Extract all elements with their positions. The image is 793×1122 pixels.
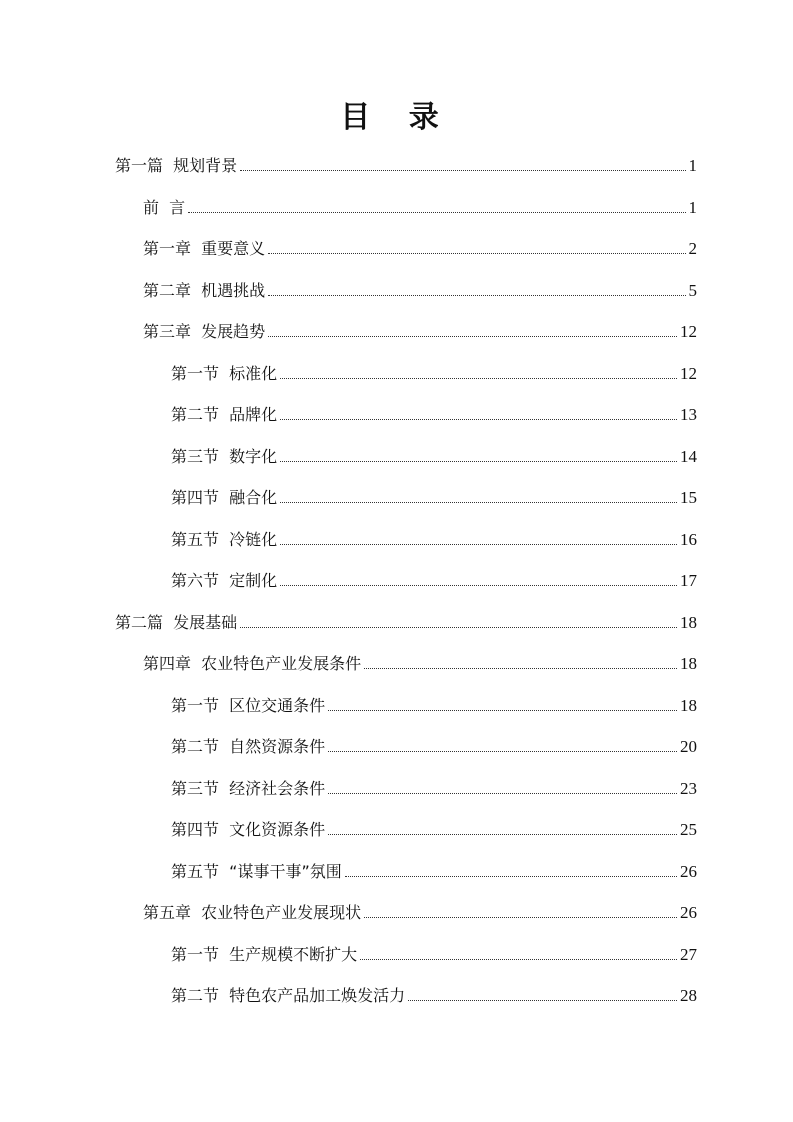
toc-entry-label: 第三节 经济社会条件 [171, 779, 326, 798]
toc-entry[interactable] [171, 778, 697, 800]
toc-entry-label: 第四节 融合化 [171, 488, 278, 507]
toc-entry-page: 18 [680, 654, 697, 673]
toc-entry-label: 第二节 特色农产品加工焕发活力 [171, 986, 406, 1005]
toc-entry-page: 20 [680, 737, 697, 756]
toc-leader-dots [280, 419, 677, 420]
toc-entry[interactable] [143, 280, 697, 302]
toc-entry-label: 第四节 文化资源条件 [171, 820, 326, 839]
toc-leader-dots [328, 834, 677, 835]
toc-leader-dots [280, 544, 677, 545]
toc-entry-page: 14 [680, 447, 697, 466]
toc-leader-dots [345, 876, 677, 877]
toc-leader-dots [268, 295, 685, 296]
toc-entry[interactable] [171, 944, 697, 966]
toc-entry-label: 第一节 标准化 [171, 364, 278, 383]
toc-entry-page: 18 [680, 696, 697, 715]
toc-entry-page: 5 [688, 281, 697, 300]
toc-entry-page: 23 [680, 779, 697, 798]
toc-entry-label: 第一节 生产规模不断扩大 [171, 945, 358, 964]
toc-entry-label: 第三节 数字化 [171, 447, 278, 466]
toc-entry[interactable] [171, 529, 697, 551]
toc-entry[interactable] [143, 197, 697, 219]
toc-entry-page: 12 [680, 322, 697, 341]
toc-entry-page: 17 [680, 571, 697, 590]
toc-entry[interactable] [171, 404, 697, 426]
toc-entry-page: 1 [688, 198, 697, 217]
toc-entry-label: 第二篇 发展基础 [115, 613, 238, 632]
toc-leader-dots [328, 751, 677, 752]
toc-leader-dots [328, 710, 677, 711]
toc-entry[interactable] [171, 695, 697, 717]
toc-leader-dots [280, 502, 677, 503]
toc-entry[interactable] [171, 570, 697, 592]
toc-leader-dots [408, 1000, 677, 1001]
toc-entry-label: 第五节 冷链化 [171, 530, 278, 549]
toc-leader-dots [268, 253, 685, 254]
toc-leader-dots [364, 668, 677, 669]
toc-leader-dots [280, 378, 677, 379]
toc-leader-dots [364, 917, 677, 918]
toc-entry-page: 2 [688, 239, 697, 258]
toc-entry[interactable] [115, 612, 697, 634]
toc-entry-label: 第一节 区位交通条件 [171, 696, 326, 715]
toc-entry-page: 18 [680, 613, 697, 632]
toc-entry-label: 第六节 定制化 [171, 571, 278, 590]
toc-entry-label: 第五章 农业特色产业发展现状 [143, 903, 362, 922]
toc-leader-dots [240, 170, 685, 171]
toc-entry[interactable] [171, 487, 697, 509]
toc-entry[interactable] [143, 653, 697, 675]
toc-entry-page: 16 [680, 530, 697, 549]
toc-entry-page: 1 [688, 156, 697, 175]
toc-entry-label: 第五节 “谋事干事”氛围 [171, 862, 342, 881]
toc-entry[interactable] [143, 902, 697, 924]
toc-leader-dots [240, 627, 677, 628]
toc-entry-label: 第一章 重要意义 [143, 239, 266, 258]
toc-entry-page: 28 [680, 986, 697, 1005]
toc-leader-dots [268, 336, 677, 337]
toc-entry-label: 第二节 自然资源条件 [171, 737, 326, 756]
toc-entry-page: 13 [680, 405, 697, 424]
toc-leader-dots [188, 212, 685, 213]
toc-entry-page: 26 [680, 903, 697, 922]
toc-title: 目 录 [340, 100, 453, 135]
toc-entry[interactable] [143, 321, 697, 343]
toc-leader-dots [280, 585, 677, 586]
toc-leader-dots [280, 461, 677, 462]
toc-entry-label: 第三章 发展趋势 [143, 322, 266, 341]
toc-entry-page: 15 [680, 488, 697, 507]
toc-entry-label: 第四章 农业特色产业发展条件 [143, 654, 362, 673]
toc-entry-page: 26 [680, 862, 697, 881]
toc-entry-page: 27 [680, 945, 697, 964]
toc-entry[interactable] [171, 819, 697, 841]
toc-entry[interactable] [171, 736, 697, 758]
toc-leader-dots [360, 959, 677, 960]
toc-entry[interactable] [171, 861, 697, 883]
toc-entry-page: 25 [680, 820, 697, 839]
toc-leader-dots [328, 793, 677, 794]
toc-entry[interactable] [171, 363, 697, 385]
toc-entry[interactable] [143, 238, 697, 260]
toc-entry[interactable] [115, 155, 697, 177]
toc-entry[interactable] [171, 446, 697, 468]
toc-entry-label: 前 言 [143, 198, 186, 217]
toc-entry-label: 第二章 机遇挑战 [143, 281, 266, 300]
toc-entry-label: 第一篇 规划背景 [115, 156, 238, 175]
toc-entry-label: 第二节 品牌化 [171, 405, 278, 424]
toc-entry[interactable] [171, 985, 697, 1007]
toc-entry-page: 12 [680, 364, 697, 383]
